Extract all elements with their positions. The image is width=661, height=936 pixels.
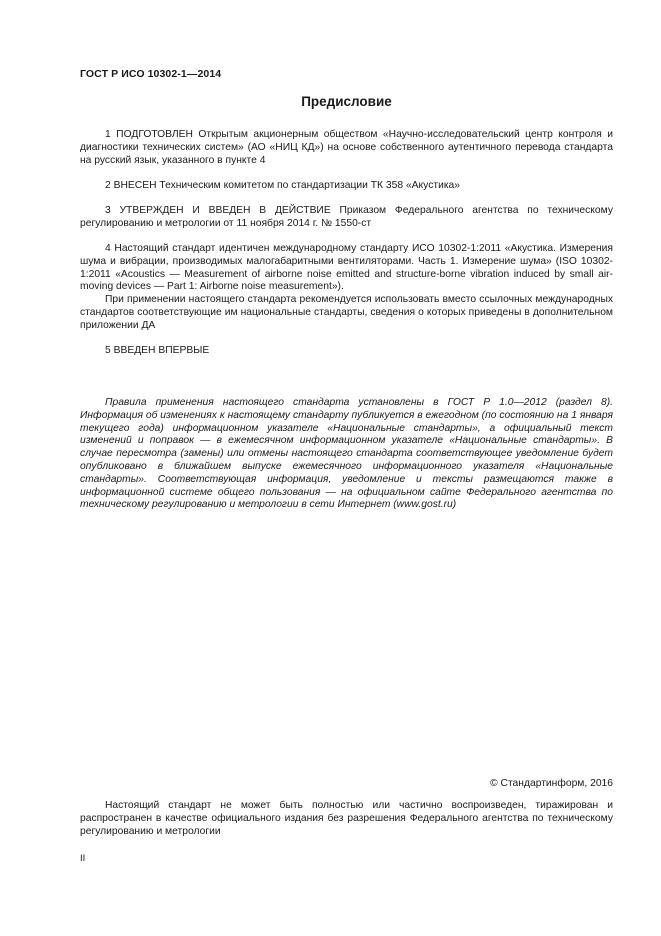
paragraph-4-identical: 4 Настоящий стандарт идентичен международному стандарту ИСО 10302-1:2011 «Акустика. Измерения шума и вибрации, производимых малогабаритными вентиляторами. Часть 1. Измерение шума» (ISO 10302-1:2011 «Acoustics — Measurement of airborne noise emitted and structure-borne vibration induced by small air-moving devices — Part 1: Airborne noise measurement»).: [80, 243, 613, 293]
paragraph-5-introduced: 5 ВВЕДЕН ВПЕРВЫЕ: [105, 345, 210, 356]
page-title: Предисловие: [301, 94, 392, 109]
paragraph-1-prepared: 1 ПОДГОТОВЛЕН Открытым акционерным обществом «Научно-исследовательский центр контроля и диагностики технических систем» (АО «НИЦ КД») на основе собственного аутентичного перевода стандарта на русский язык, указанного в пункте 4: [80, 129, 613, 166]
rules-paragraph: Правила применения настоящего стандарта установлены в ГОСТ Р 1.0—2012 (раздел 8). Информация об изменениях к настоящему стандарту публикуется в ежегодном (по состоянию на 1 января текущего года) информационном указателе «Национальные стандарты», а официальный текст изменений и поправок — в ежемесячном информационном указателе «Национальные стандарты». В случае пересмотра (замены) или отмены настоящего стандарта соответствующее уведомление будет опубликовано в ближайшем выпуске ежемесячного информационного указателя «Национальные стандарты». Соответствующая информация, уведомление и тексты размещаются также в информационной системе общего пользования — на официальном сайте Федерального агентства по техническому регулированию и метрологии в сети Интернет (www.gost.ru): [80, 397, 613, 511]
page-number: II: [80, 853, 86, 864]
paragraph-2-submitted: 2 ВНЕСЕН Техническим комитетом по стандартизации ТК 358 «Акустика»: [105, 180, 461, 191]
paragraph-3-approved: 3 УТВЕРЖДЕН И ВВЕДЕН В ДЕЙСТВИЕ Приказом Федерального агентства по техническому регулированию и метрологии от 11 ноября 2014 г. № 1550-ст: [80, 205, 613, 229]
paragraph-4-note: При применении настоящего стандарта рекомендуется использовать вместо ссылочных международных стандартов соответствующие им национальные стандарты, сведения о которых приведены в дополнительном приложении ДА: [80, 294, 613, 331]
reproduction-notice: Настоящий стандарт не может быть полностью или частично воспроизведен, тиражирован и распространен в качестве официального издания без разрешения Федерального агентства по техническому регулированию и метрологии: [80, 800, 613, 837]
copyright-notice: © Стандартинформ, 2016: [490, 778, 613, 789]
standard-code-header: ГОСТ Р ИСО 10302-1—2014: [80, 68, 222, 80]
